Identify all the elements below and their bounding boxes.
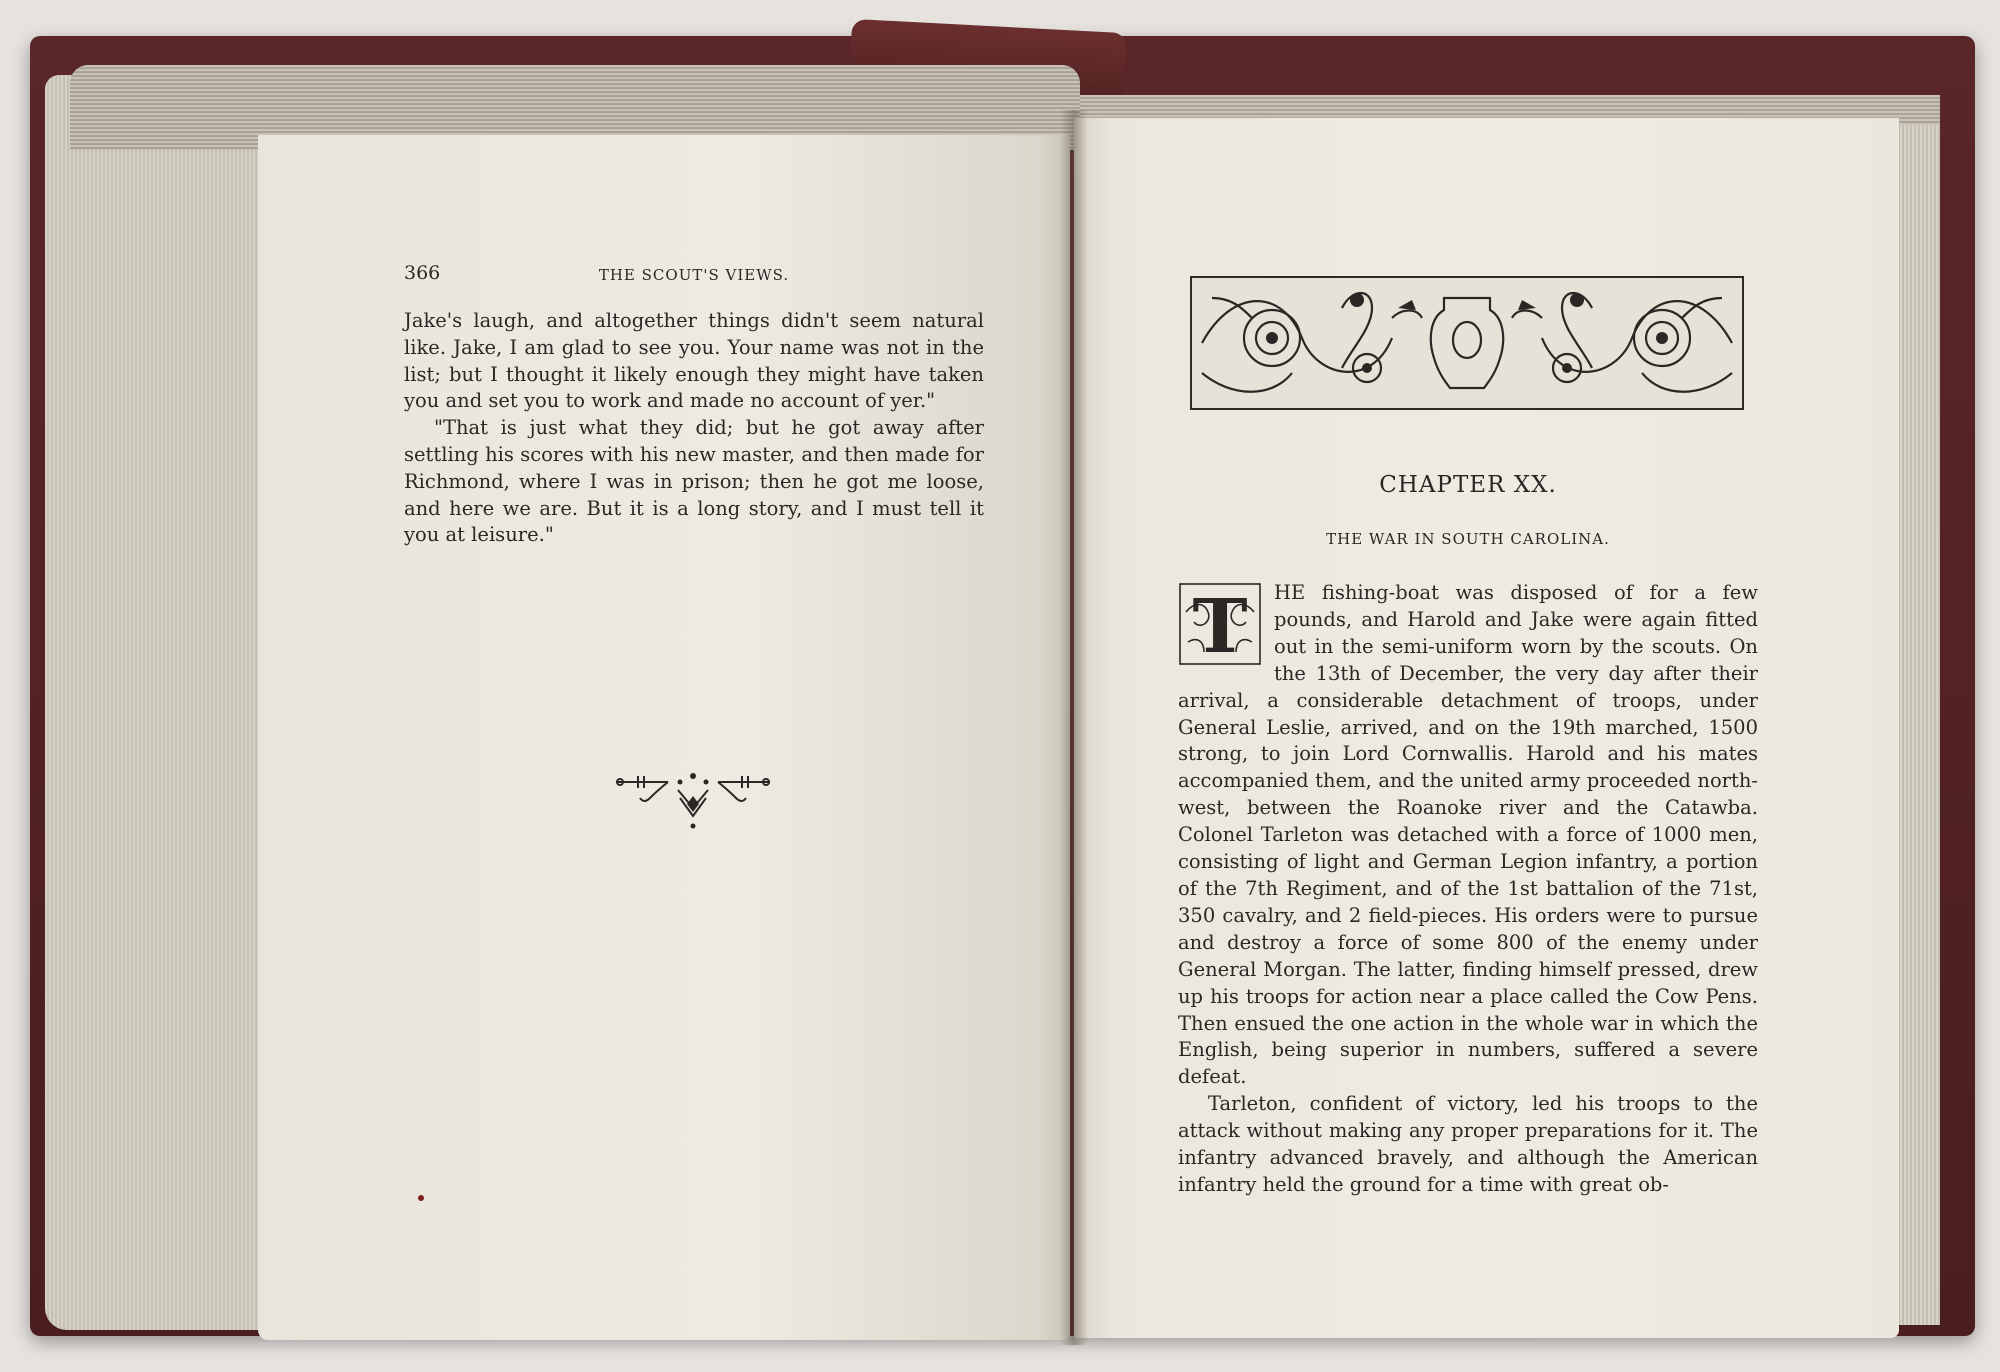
- dropcap-letter-ornament: [1178, 582, 1262, 666]
- page-number: 366: [404, 262, 441, 284]
- left-paragraph-1: Jake's laugh, and altogether things didn't seem natural like. Jake, I am glad to see you. Your name was not in the list; but I thought it likely enough they might have taken you and set you to work and made no account of yer.": [404, 309, 984, 413]
- chapter-subtitle: THE WAR IN SOUTH CAROLINA.: [1326, 530, 1610, 548]
- right-paragraph-1-text: HE fishing-boat was disposed of for a few pounds, and Harold and Jake were again fitted out in the semi-uniform worn by the scouts. On the 13th of December, the very day after their arrival, a considerable detachment of troops, under General Leslie, arrived, and on the 19th marched, 1500 strong, to join Lord Cornwallis. Harold and his mates accompanied them, and the united army proceeded north-west, between the Roanoke river and the Catawba. Colonel Tarleton was detached with a force of 1000 men, consisting of light and German Legion infantry, a portion of the 7th Regiment, and of the 1st battalion of the 71st, 350 cavalry, and 2 field-pieces. His orders were to pursue and destroy a force of some 800 of the enemy under General Morgan. The latter, finding himself pressed, drew up his troops for action near a place called the Cow Pens. Then ensued the one action in the whole war in which the English, being superior in numbers, suffered a severe defeat.: [1178, 581, 1758, 1089]
- right-paragraph-1: [1178, 580, 1758, 1091]
- left-paragraph-2: "That is just what they did; but he got away after settling his scores with his new master, and then made for Richmond, where I was in prison; then he got me loose, and here we are. But it is a long story, and I must tell it you at leisure.": [404, 416, 984, 547]
- book-gutter: [1060, 110, 1088, 1345]
- chapter-headpiece-ornament: [1190, 276, 1744, 410]
- left-body-text: [404, 308, 984, 549]
- ink-spot: [418, 1195, 424, 1201]
- page-edges-left: [45, 75, 270, 1330]
- chapter-title: CHAPTER XX.: [1379, 472, 1557, 498]
- left-running-head: [404, 262, 984, 294]
- right-body-text: [1178, 580, 1758, 1199]
- running-head-title: THE SCOUT'S VIEWS.: [598, 266, 790, 284]
- dropcap-letter: T: [1192, 584, 1248, 666]
- tailpiece-ornament: [608, 768, 778, 836]
- right-paragraph-2: Tarleton, confident of victory, led his troops to the attack without making any proper preparations for it. The infantry advanced bravely, and although the American infantry held the ground for a time with great ob-: [1178, 1092, 1758, 1196]
